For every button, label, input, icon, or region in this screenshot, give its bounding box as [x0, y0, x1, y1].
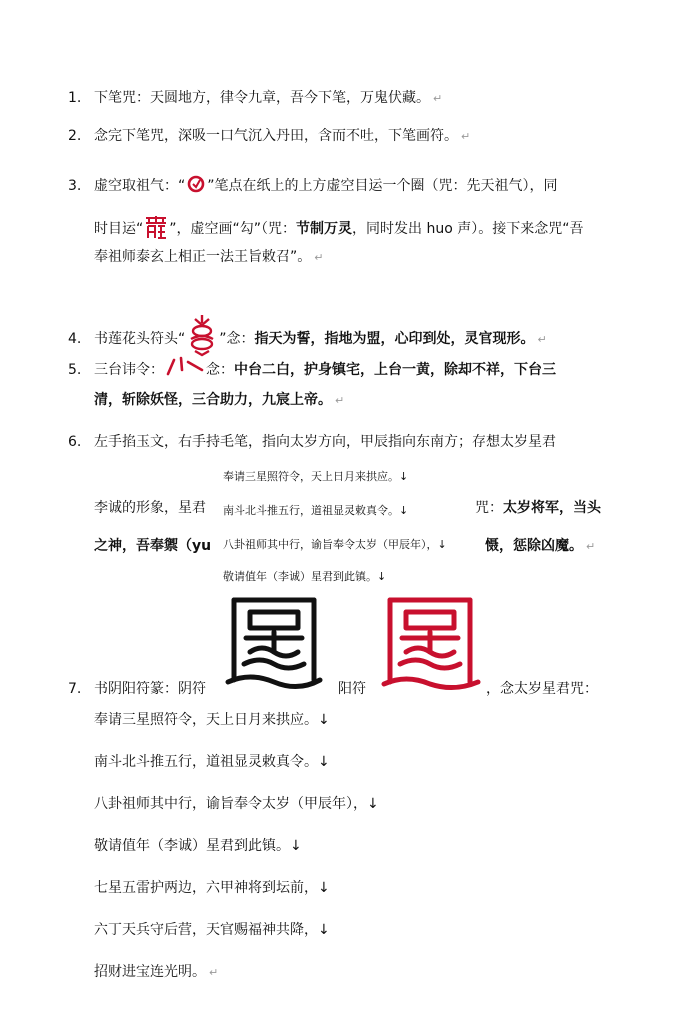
- overlay-line-4: 敬请值年（李诚）星君到此镇。↓: [220, 568, 389, 586]
- item-7-middle: 阳符: [338, 681, 366, 697]
- chant-line-4: 敬请值年（李诚）星君到此镇。↓: [94, 838, 302, 854]
- item-7-right: ，念太岁星君咒：: [486, 681, 598, 697]
- paragraph-mark: ↵: [335, 394, 345, 407]
- item-5-line-1: 5. 三台讳令： 念：中台二白，护身镇宅，上台一黄，除却不祥，下台三: [68, 354, 556, 380]
- yang-talisman-seal-icon: [374, 592, 486, 692]
- item-2: 2. 念完下笔咒，深吸一口气沉入丹田，含而不吐，下笔画符。 ↵: [68, 128, 471, 144]
- item-1: 1. 下笔咒：天圆地方，律令九章，吾今下笔，万鬼伏藏。 ↵: [68, 90, 443, 106]
- red-talisman-glyph-icon: [143, 214, 169, 240]
- overlay-line-3: 八卦祖师其中行，谕旨奉令太岁（甲辰年），↓: [220, 536, 450, 554]
- item-5-line-2: 清，斩除妖怪，三合助力，九宸上帝。 ↵: [94, 392, 345, 408]
- item-4: 4. 书莲花头符头“ ”念：指天为誓，指地为盟，心印到处，灵官现形。 ↵: [68, 313, 547, 357]
- chant-line-6: 六丁天兵守后营，天官赐福神共降，↓: [94, 922, 330, 938]
- chant-line-7: 招财进宝连光明。 ↵: [94, 964, 219, 980]
- paragraph-mark: ↵: [433, 92, 443, 105]
- santai-talisman-icon: [164, 354, 206, 378]
- chant-line-5: 七星五雷护两边，六甲神将到坛前，↓: [94, 880, 330, 896]
- item-6-line-3-right: 慑，惩除凶魔。 ↵: [485, 538, 596, 554]
- chant-line-2: 南斗北斗推五行，道祖显灵敕真令。↓: [94, 754, 330, 770]
- chant-line-1: 奉请三星照符令，天上日月来拱应。↓: [94, 712, 330, 728]
- item-6-line-2: 李诚的形象，星君: [94, 500, 206, 516]
- paragraph-mark: ↵: [461, 130, 471, 143]
- circle-talisman-icon: [185, 174, 207, 194]
- item-3-line-2: 时目运“ ”，虚空画“勾”（咒：节制万灵，同时发出 huo 声）。接下来念咒“吾: [94, 214, 584, 240]
- paragraph-mark: ↵: [314, 251, 324, 264]
- overlay-line-1: 奉请三星照符令，天上日月来拱应。↓: [220, 468, 411, 486]
- item-7-left: 7. 书阴阳符篆：阴符: [68, 681, 206, 697]
- item-6-line-3: 之神，吾奉禦（yu: [94, 538, 212, 554]
- paragraph-mark: ↵: [586, 540, 596, 553]
- paragraph-mark: ↵: [537, 333, 547, 346]
- lotus-talisman-head-icon: [185, 313, 219, 357]
- item-6-line-2-right: 咒：太岁将军，当头: [475, 500, 601, 516]
- item-3-line-3: 奉祖师泰玄上相正一法王旨敕召”。 ↵: [94, 249, 324, 265]
- paragraph-mark: ↵: [209, 966, 219, 979]
- yin-talisman-seal-icon: [220, 592, 328, 690]
- overlay-line-2: 南斗北斗推五行，道祖显灵敕真令。↓: [220, 502, 411, 520]
- item-6-line-1: 6. 左手掐玉文，右手持毛笔，指向太岁方向，甲辰指向东南方；存想太岁星君: [68, 434, 556, 450]
- chant-line-3: 八卦祖师其中行，谕旨奉令太岁（甲辰年），↓: [94, 796, 379, 812]
- item-3-line-1: 3. 虚空取祖气：“ ”笔点在纸上的上方虚空目运一个圈（咒：先天祖气），同: [68, 174, 558, 196]
